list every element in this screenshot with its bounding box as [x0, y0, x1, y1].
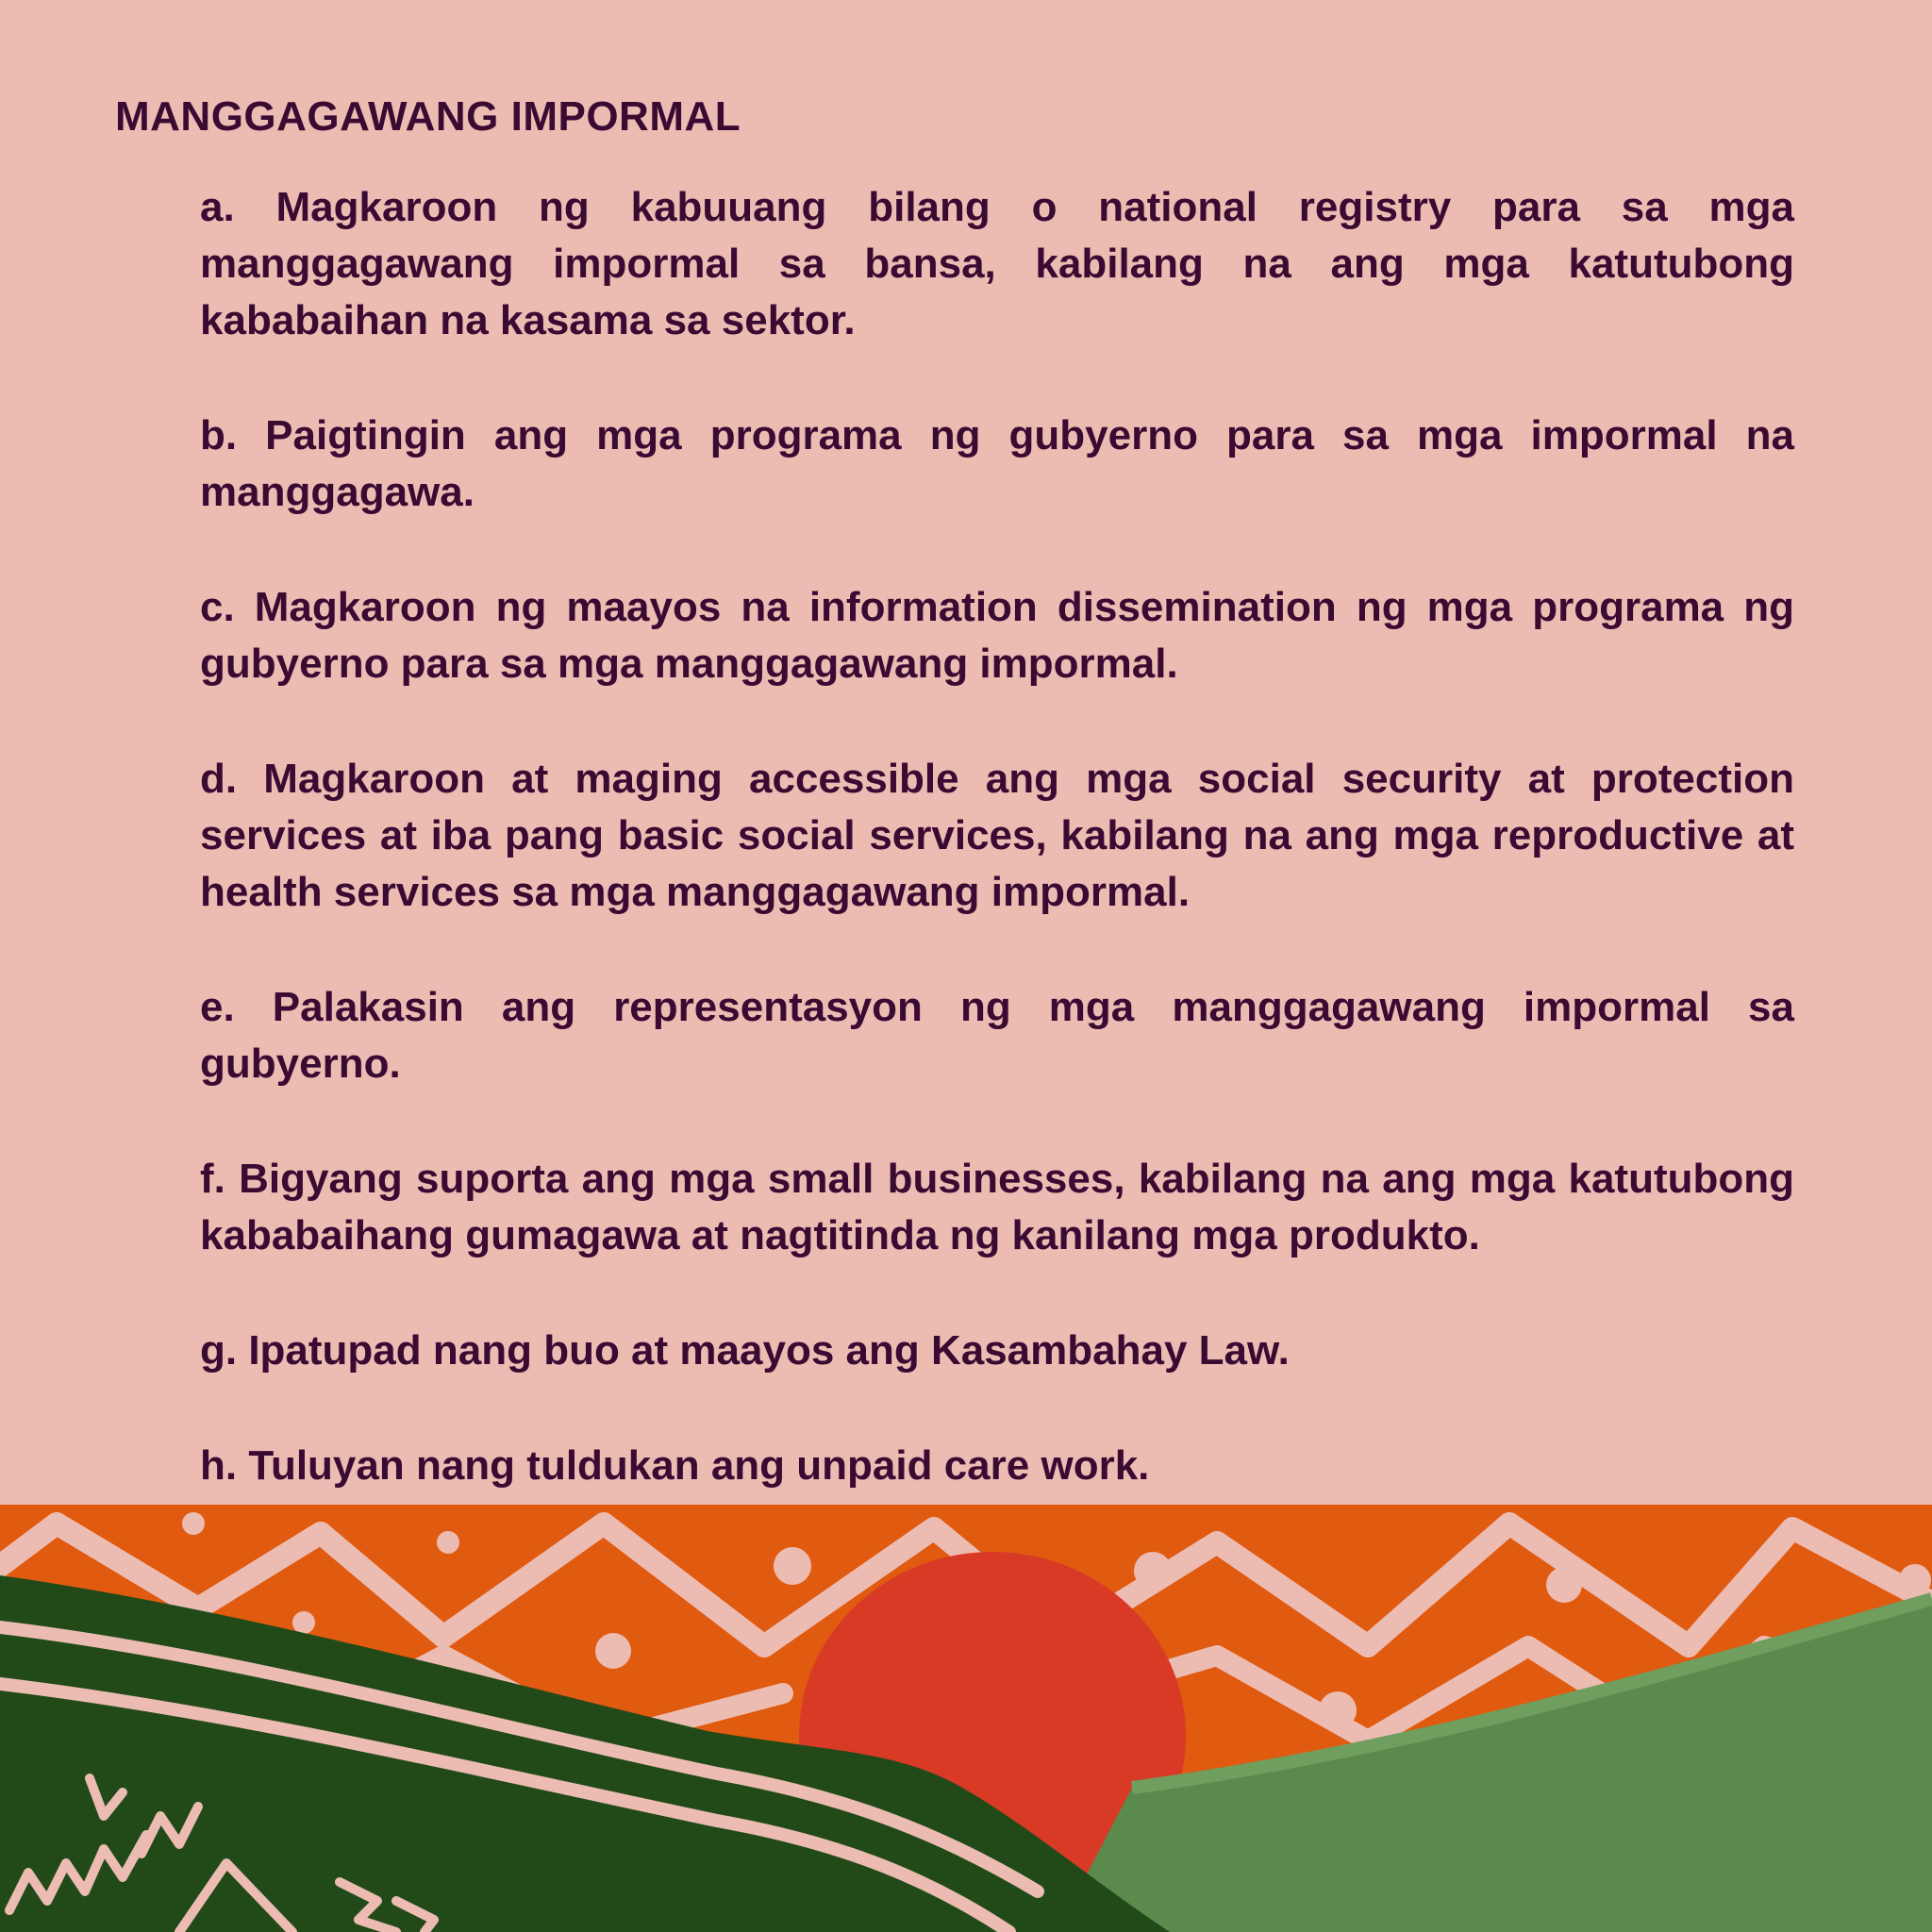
list-item: c. Magkaroon ng maayos na information dissemination ng mga programa ng gubyerno para sa mga manggagawang impormal.	[200, 584, 1794, 687]
list-item: f. Bigyang suporta ang mga small businesses, kabilang na ang mga katutubong kababaihang gumagawa at nagtitinda ng kanilang mga produkto.	[200, 1156, 1794, 1258]
list-item: h. Tuluyan nang tuldukan ang unpaid care work.	[200, 1442, 1150, 1489]
demands-list	[200, 179, 1794, 1494]
landscape-illustration	[0, 1505, 1932, 1932]
list-item: b. Paigtingin ang mga programa ng gubyerno para sa mga impormal na manggagawa.	[200, 412, 1794, 515]
list-item: d. Magkaroon at maging accessible ang mga social security at protection services at iba pang basic social services, kabilang na ang mga reproductive at health services sa mga manggagawang impormal.	[200, 756, 1794, 915]
list-item: g. Ipatupad nang buo at maayos ang Kasambahay Law.	[200, 1327, 1290, 1374]
list-item: a. Magkaroon ng kabuuang bilang o national registry para sa mga manggagawang impormal sa bansa, kabilang na ang mga katutubong kababaihan na kasama sa sektor.	[200, 184, 1794, 343]
list-item: e. Palakasin ang representasyon ng mga manggagawang impormal sa gubyerno.	[200, 984, 1794, 1087]
section-title: MANGGAGAWANG IMPORMAL	[115, 93, 741, 140]
